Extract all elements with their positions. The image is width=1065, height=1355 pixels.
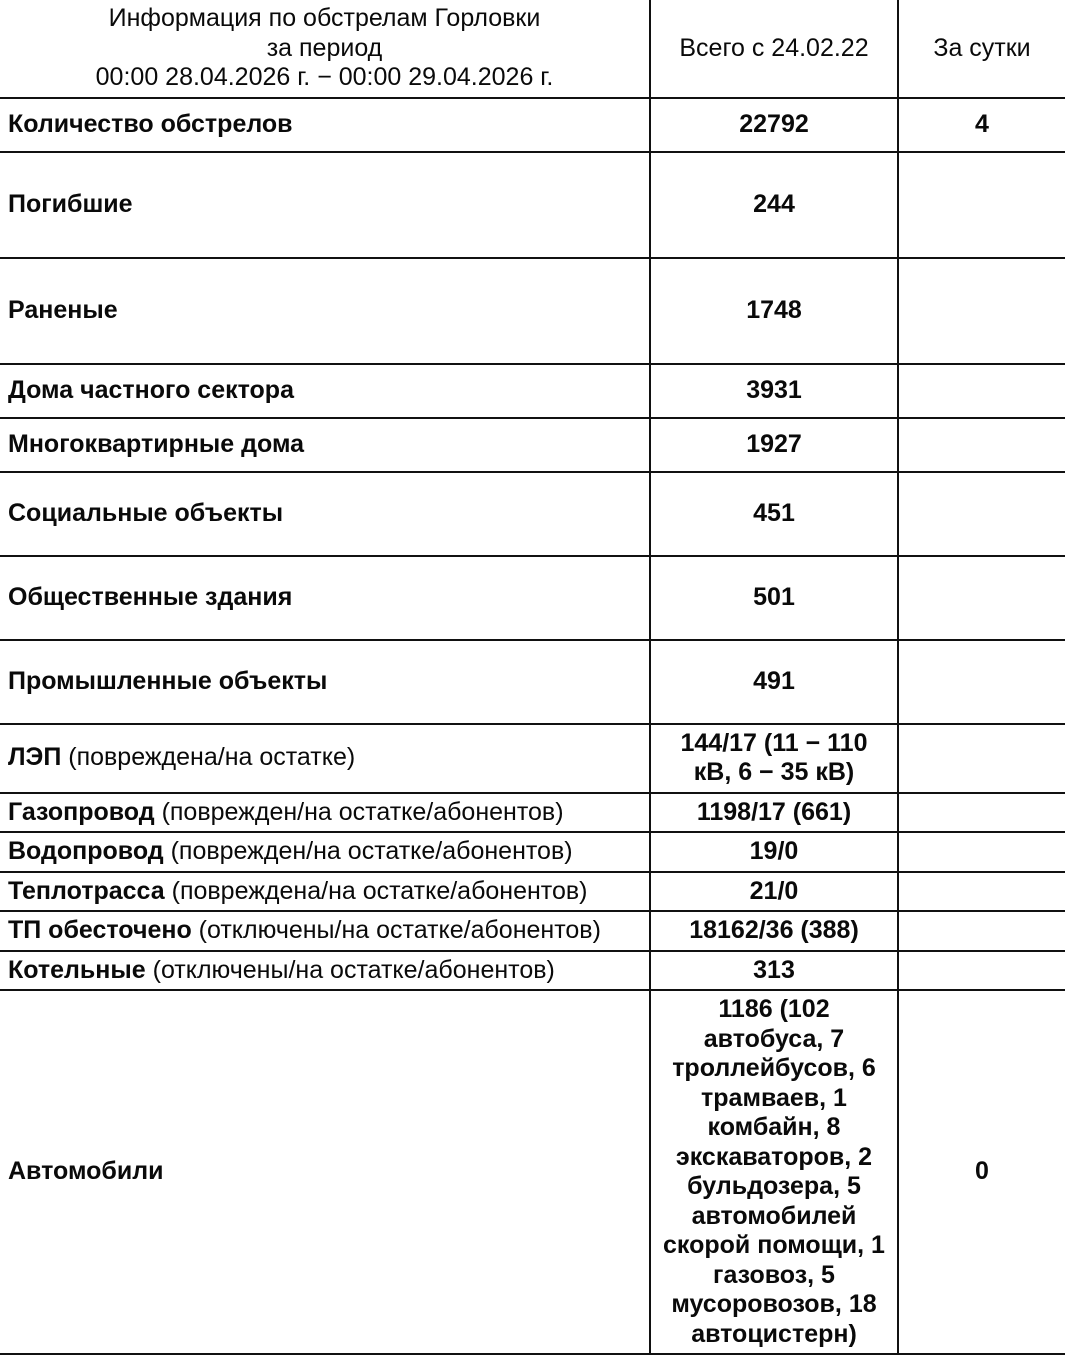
row-label: ТП обесточено (отключены/на остатке/абонентов) [0,911,650,951]
table-header-row [0,0,1065,98]
row-total: 501 [650,556,898,640]
row-total: 3931 [650,364,898,418]
row-label: Социальные объекты [0,472,650,556]
row-day [898,951,1065,991]
row-total: 19/0 [650,832,898,872]
table-row [0,640,1065,724]
row-label: Дома частного сектора [0,364,650,418]
row-day [898,418,1065,472]
row-label: Раненые [0,258,650,364]
report-title-cell [0,0,650,98]
row-total: 491 [650,640,898,724]
table-row [0,556,1065,640]
row-day [898,911,1065,951]
row-label: Газопровод (поврежден/на остатке/абонентов) [0,793,650,833]
row-label: Общественные здания [0,556,650,640]
row-label-note: (повреждена/на остатке) [61,743,356,772]
row-total: 21/0 [650,872,898,912]
row-day [898,152,1065,258]
row-day [898,640,1065,724]
table-row [0,364,1065,418]
table-row [0,832,1065,872]
row-label-note: (отключены/на остатке/абонентов) [191,916,601,944]
row-day [898,872,1065,912]
row-day [898,724,1065,793]
table-row [0,152,1065,258]
row-total: 1186 (102 автобуса, 7 троллейбусов, 6 трамваев, 1 комбайн, 8 экскаваторов, 2 бульдозера, 5 автомобилей скорой помощи, 1 газовоз, 5 мусоровозов, 18 автоцистерн) [650,990,898,1354]
row-label: Количество обстрелов [0,98,650,152]
table-row [0,793,1065,833]
row-label: Водопровод (поврежден/на остатке/абонентов) [0,832,650,872]
row-label: Многоквартирные дома [0,418,650,472]
row-label-note: (поврежден/на остатке/абонентов) [163,837,573,865]
row-day [898,258,1065,364]
row-label-note: (отключены/на остатке/абонентов) [145,955,555,984]
row-label: ЛЭП (повреждена/на остатке) [0,724,650,793]
table-row [0,724,1065,793]
row-day [898,556,1065,640]
table-row [0,472,1065,556]
row-day [898,472,1065,556]
row-total: 1198/17 (661) [650,793,898,833]
row-total: 22792 [650,98,898,152]
row-day [898,364,1065,418]
row-label-note: (повреждена/на остатке/абонентов) [164,876,588,905]
row-total: 144/17 (11 − 110 кВ, 6 − 35 кВ) [650,724,898,793]
row-total: 18162/36 (388) [650,911,898,951]
row-label: Автомобили [0,990,650,1354]
table-row [0,911,1065,951]
table-row [0,98,1065,152]
column-header-total: Всего с 24.02.22 [650,0,898,98]
row-total: 244 [650,152,898,258]
table-row [0,258,1065,364]
row-total: 1927 [650,418,898,472]
row-day: 0 [898,990,1065,1354]
row-label: Погибшие [0,152,650,258]
report-title-line-3: 00:00 28.04.2026 г. − 00:00 29.04.2026 г. [95,63,554,91]
row-label: Котельные (отключены/на остатке/абонентов) [0,951,650,991]
row-day: 4 [898,98,1065,152]
row-day [898,832,1065,872]
table-row [0,418,1065,472]
table-row [0,990,1065,1354]
row-label-note: (поврежден/на остатке/абонентов) [154,797,564,826]
row-total: 451 [650,472,898,556]
row-total: 1748 [650,258,898,364]
row-label: Теплотрасса (повреждена/на остатке/абонентов) [0,872,650,912]
row-total: 313 [650,951,898,991]
row-label: Промышленные объекты [0,640,650,724]
row-day [898,793,1065,833]
report-title-line-2: за период [266,33,383,62]
table-row [0,951,1065,991]
report-title-line-1: Информация по обстрелам Горловки [108,4,541,32]
table-row [0,872,1065,912]
column-header-day: За сутки [898,0,1065,98]
